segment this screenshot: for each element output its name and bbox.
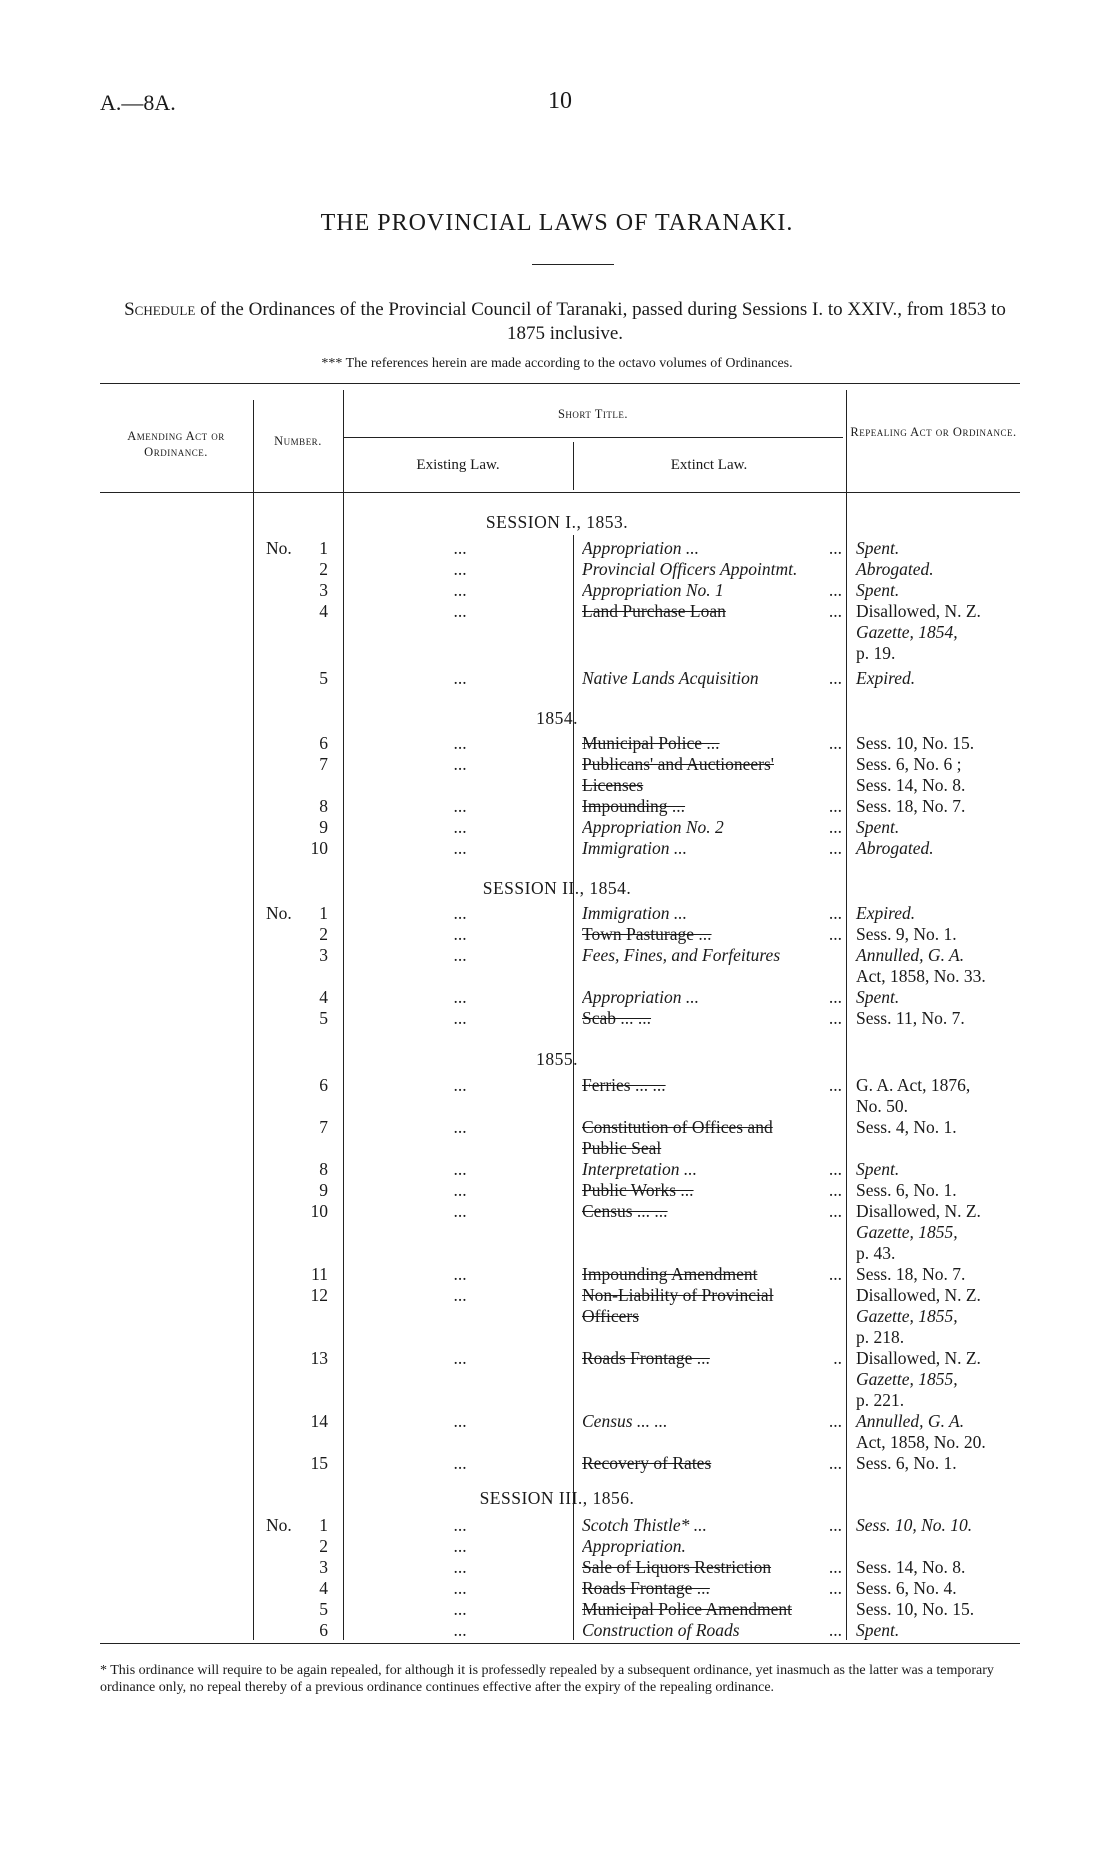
existing-law-dots: ... <box>453 1285 467 1305</box>
repealing-act: Gazette, 1854, <box>856 622 958 642</box>
short-title: Land Purchase Loan <box>582 601 726 621</box>
short-title: Roads Frontage ... <box>582 1348 710 1368</box>
repealing-act: Act, 1858, No. 20. <box>856 1432 986 1452</box>
ordinance-number: 3 <box>319 945 328 965</box>
existing-law-dots: ... <box>453 538 467 558</box>
ordinance-number: 9 <box>319 1180 328 1200</box>
table-row <box>0 1201 1114 1222</box>
existing-law-dots: ... <box>453 924 467 944</box>
ordinance-number: 4 <box>319 601 328 621</box>
existing-law-dots: ... <box>453 1180 467 1200</box>
title-leader-dots: ... <box>828 1159 842 1179</box>
table-row <box>0 1390 1114 1411</box>
table-row <box>0 580 1114 601</box>
ordinance-number: 12 <box>310 1285 328 1305</box>
title-leader-dots: ... <box>828 1075 842 1095</box>
short-title: Appropriation ... <box>582 987 699 1007</box>
table-row <box>0 903 1114 924</box>
table-row <box>0 754 1114 775</box>
table-row <box>0 1264 1114 1285</box>
repealing-act: Sess. 6, No. 6 ; <box>856 754 962 774</box>
repealing-act: Abrogated. <box>856 838 934 858</box>
existing-law-dots: ... <box>453 559 467 579</box>
title-leader-dots: ... <box>828 1515 842 1535</box>
short-title: Construction of Roads <box>582 1620 740 1640</box>
table-row <box>0 1306 1114 1327</box>
table-row <box>0 559 1114 580</box>
existing-law-dots: ... <box>453 1117 467 1137</box>
title-leader-dots: ... <box>828 1620 842 1640</box>
repealing-act: No. 50. <box>856 1096 909 1116</box>
short-title: Provincial Officers Appointmt. <box>582 559 798 579</box>
ordinance-number: 14 <box>310 1411 328 1431</box>
schedule-word: Schedule <box>124 299 196 320</box>
title-leader-dots: ... <box>828 1180 842 1200</box>
title-leader-dots: ... <box>828 1411 842 1431</box>
ordinance-number: 1 <box>319 1515 328 1535</box>
short-title: Ferries ... ... <box>582 1075 666 1095</box>
session-heading: SESSION I., 1853. <box>485 512 629 532</box>
existing-law-dots: ... <box>453 945 467 965</box>
existing-law-dots: ... <box>453 754 467 774</box>
table-row <box>0 817 1114 838</box>
short-title: Sale of Liquors Restriction <box>582 1557 772 1577</box>
title-leader-dots: ... <box>828 838 842 858</box>
header-extinct: Extinct Law. <box>670 457 748 473</box>
repealing-act: Spent. <box>856 1159 900 1179</box>
existing-law-dots: ... <box>453 817 467 837</box>
short-title: Appropriation. <box>582 1536 686 1556</box>
ordinance-number: 11 <box>311 1264 328 1284</box>
short-title: Immigration ... <box>582 903 687 923</box>
ordinance-number: 8 <box>319 1159 328 1179</box>
repealing-act: Annulled, G. A. <box>856 1411 965 1431</box>
ordinance-number: 5 <box>319 1008 328 1028</box>
short-title: Appropriation No. 2 <box>582 817 724 837</box>
table-row <box>0 1285 1114 1306</box>
number-prefix: No. <box>266 1515 292 1535</box>
repealing-act: p. 221. <box>856 1390 905 1410</box>
ordinance-number: 6 <box>319 1075 328 1095</box>
table-row <box>0 622 1114 643</box>
short-title: Publicans' and Auctioneers' <box>582 754 774 774</box>
table-row <box>0 1369 1114 1390</box>
header-existing: Existing Law. <box>416 457 500 473</box>
repealing-act: Abrogated. <box>856 559 934 579</box>
ordinance-number: 15 <box>310 1453 328 1473</box>
table-row <box>0 924 1114 945</box>
repealing-act: Spent. <box>856 580 900 600</box>
ordinance-number: 6 <box>319 1620 328 1640</box>
ordinance-number: 13 <box>310 1348 328 1368</box>
table-row <box>0 945 1114 966</box>
existing-law-dots: ... <box>453 1201 467 1221</box>
title-leader-dots: ... <box>828 733 842 753</box>
existing-law-dots: ... <box>453 903 467 923</box>
table-row <box>0 1411 1114 1432</box>
table-row <box>0 1138 1114 1159</box>
short-title: Public Seal <box>582 1138 662 1158</box>
title-leader-dots: ... <box>828 796 842 816</box>
existing-law-dots: ... <box>453 1515 467 1535</box>
repealing-act: Sess. 6, No. 1. <box>856 1453 957 1473</box>
ordinance-number: 10 <box>310 838 328 858</box>
intro-paragraph <box>105 298 1025 346</box>
short-title: Census ... ... <box>582 1411 668 1431</box>
table-row <box>0 1453 1114 1474</box>
table-row <box>0 1075 1114 1096</box>
short-title: Census ... ... <box>582 1201 668 1221</box>
repealing-act: Spent. <box>856 987 900 1007</box>
short-title: Appropriation No. 1 <box>582 580 724 600</box>
repealing-act: Gazette, 1855, <box>856 1369 958 1389</box>
table-row <box>0 668 1114 689</box>
number-prefix: No. <box>266 538 292 558</box>
existing-law-dots: ... <box>453 668 467 688</box>
repealing-act: Sess. 14, No. 8. <box>856 775 966 795</box>
ordinance-number: 4 <box>319 1578 328 1598</box>
table-row <box>0 1327 1114 1348</box>
title-leader-dots: ... <box>828 1578 842 1598</box>
short-title: Appropriation ... <box>582 538 699 558</box>
short-title: Scotch Thistle* ... <box>582 1515 707 1535</box>
repealing-act: p. 19. <box>856 643 896 663</box>
table-row <box>0 838 1114 859</box>
repealing-act: Sess. 10, No. 15. <box>856 1599 975 1619</box>
title-leader-dots: .. <box>833 1348 842 1368</box>
existing-law-dots: ... <box>453 601 467 621</box>
ordinance-number: 2 <box>319 1536 328 1556</box>
ordinance-number: 10 <box>310 1201 328 1221</box>
existing-law-dots: ... <box>453 1453 467 1473</box>
table-row <box>0 1578 1114 1599</box>
short-title: Immigration ... <box>582 838 687 858</box>
table-row <box>0 966 1114 987</box>
repealing-act: Sess. 14, No. 8. <box>856 1557 966 1577</box>
existing-law-dots: ... <box>453 1620 467 1640</box>
header-bottom-rule <box>100 492 1020 493</box>
existing-law-dots: ... <box>453 1536 467 1556</box>
ordinance-number: 7 <box>319 754 328 774</box>
session-heading: 1855. <box>536 1049 578 1069</box>
existing-law-dots: ... <box>453 838 467 858</box>
table-row <box>0 1243 1114 1264</box>
ordinance-number: 6 <box>319 733 328 753</box>
table-row <box>0 1536 1114 1557</box>
repealing-act: Sess. 18, No. 7. <box>856 796 966 816</box>
repealing-act: Sess. 9, No. 1. <box>856 924 957 944</box>
existing-law-dots: ... <box>453 1159 467 1179</box>
table-row <box>0 1620 1114 1641</box>
short-title: Municipal Police ... <box>582 733 720 753</box>
table-bottom-rule <box>100 1643 1020 1644</box>
table-row <box>0 796 1114 817</box>
page-number: 10 <box>548 88 572 114</box>
repealing-act: Spent. <box>856 817 900 837</box>
session-heading: 1854. <box>536 708 578 728</box>
session-heading: SESSION III., 1856. <box>479 1488 635 1508</box>
repealing-act: p. 218. <box>856 1327 905 1347</box>
table-row <box>0 1180 1114 1201</box>
repealing-act: Spent. <box>856 538 900 558</box>
table-top-rule <box>100 383 1020 384</box>
existing-law-dots: ... <box>453 1264 467 1284</box>
table-row <box>0 1599 1114 1620</box>
short-title: Officers <box>582 1306 640 1326</box>
reference-note: *** The references herein are made according to the octavo volumes of Ordinances. <box>321 356 793 371</box>
existing-law-dots: ... <box>453 1348 467 1368</box>
table-row <box>0 1515 1114 1536</box>
existing-law-dots: ... <box>453 1411 467 1431</box>
existing-law-dots: ... <box>453 1578 467 1598</box>
repealing-act: Annulled, G. A. <box>856 945 965 965</box>
table-row <box>0 538 1114 559</box>
repealing-act: Disallowed, N. Z. <box>856 1285 981 1305</box>
short-title: Municipal Police Amendment <box>582 1599 792 1619</box>
short-title-rule <box>343 437 843 438</box>
table-row <box>0 1222 1114 1243</box>
repealing-act: Expired. <box>856 668 916 688</box>
short-title: Non-Liability of Provincial <box>582 1285 774 1305</box>
title-leader-dots: ... <box>828 987 842 1007</box>
short-title: Licenses <box>582 775 644 795</box>
title-leader-dots: ... <box>828 1264 842 1284</box>
ordinance-number: 2 <box>319 924 328 944</box>
table-row <box>0 1117 1114 1138</box>
title-leader-dots: ... <box>828 1557 842 1577</box>
repealing-act: Sess. 10, No. 15. <box>856 733 975 753</box>
existing-law-dots: ... <box>453 796 467 816</box>
repealing-act: Gazette, 1855, <box>856 1222 958 1242</box>
title-leader-dots: ... <box>828 924 842 944</box>
table-row <box>0 1557 1114 1578</box>
repealing-act: Spent. <box>856 1620 900 1640</box>
ordinance-number: 9 <box>319 817 328 837</box>
intro-text: of the Ordinances of the Provincial Council of Taranaki, passed during Sessions I. to XXIV., from 1853 to 1875 inclusive. <box>200 299 1006 344</box>
table-row <box>0 1432 1114 1453</box>
repealing-act: G. A. Act, 1876, <box>856 1075 971 1095</box>
table-row <box>0 733 1114 754</box>
ordinance-number: 4 <box>319 987 328 1007</box>
title-leader-dots: ... <box>828 601 842 621</box>
title-leader-dots: ... <box>828 538 842 558</box>
short-title: Impounding Amendment <box>582 1264 758 1284</box>
ordinance-number: 5 <box>319 1599 328 1619</box>
repealing-act: Gazette, 1855, <box>856 1306 958 1326</box>
short-title: Impounding ... <box>582 796 686 816</box>
table-row <box>0 601 1114 622</box>
repealing-act: p. 43. <box>856 1243 896 1263</box>
existing-law-dots: ... <box>453 1557 467 1577</box>
repealing-act: Disallowed, N. Z. <box>856 1348 981 1368</box>
short-title: Recovery of Rates <box>582 1453 712 1473</box>
title-leader-dots: ... <box>828 903 842 923</box>
short-title: Roads Frontage ... <box>582 1578 710 1598</box>
short-title: Constitution of Offices and <box>582 1117 773 1137</box>
repealing-act: Disallowed, N. Z. <box>856 601 981 621</box>
table-row <box>0 775 1114 796</box>
existing-law-dots: ... <box>453 1599 467 1619</box>
existing-law-dots: ... <box>453 987 467 1007</box>
ordinance-number: 1 <box>319 538 328 558</box>
repealing-act: Sess. 4, No. 1. <box>856 1117 957 1137</box>
repealing-act: Act, 1858, No. 33. <box>856 966 986 986</box>
page-title: THE PROVINCIAL LAWS OF TARANAKI. <box>320 210 794 236</box>
short-title: Public Works ... <box>582 1180 694 1200</box>
short-title: Town Pasturage ... <box>582 924 712 944</box>
header-amending: Amending Act or Ordinance. <box>127 429 225 459</box>
table-row <box>0 1008 1114 1029</box>
ordinance-number: 3 <box>319 1557 328 1577</box>
short-title: Native Lands Acquisition <box>582 668 759 688</box>
repealing-act: Disallowed, N. Z. <box>856 1201 981 1221</box>
title-leader-dots: ... <box>828 817 842 837</box>
page-reference: A.—8A. <box>100 90 176 115</box>
ordinance-number: 8 <box>319 796 328 816</box>
repealing-act: Expired. <box>856 903 916 923</box>
short-title: Interpretation ... <box>582 1159 698 1179</box>
short-title: Fees, Fines, and Forfeitures <box>582 945 781 965</box>
footnote: * This ordinance will require to be again repealed, for although it is professedly repealed by a subsequent ordinance, yet inasmuch as the latter was a temporary ordinance only, no repeal thereby of a previous ordinance continues effective after the expiry of the repealing ordinance. <box>100 1663 994 1695</box>
title-rule <box>532 264 614 265</box>
table-row <box>0 1348 1114 1369</box>
ordinance-number: 1 <box>319 903 328 923</box>
ordinance-number: 3 <box>319 580 328 600</box>
header-short-title: Short Title. <box>557 407 629 421</box>
repealing-act: Sess. 6, No. 1. <box>856 1180 957 1200</box>
header-number: Number. <box>274 434 322 448</box>
repealing-act: Sess. 11, No. 7. <box>856 1008 965 1028</box>
repealing-act: Sess. 6, No. 4. <box>856 1578 957 1598</box>
ordinance-number: 5 <box>319 668 328 688</box>
title-leader-dots: ... <box>828 580 842 600</box>
header-repealing: Repealing Act or Ordinance. <box>850 425 1017 439</box>
title-leader-dots: ... <box>828 1201 842 1221</box>
table-row <box>0 1159 1114 1180</box>
title-leader-dots: ... <box>828 1453 842 1473</box>
short-title: Scab ... ... <box>582 1008 652 1028</box>
title-leader-dots: ... <box>828 668 842 688</box>
number-prefix: No. <box>266 903 292 923</box>
table-row <box>0 1096 1114 1117</box>
title-leader-dots: ... <box>828 1008 842 1028</box>
table-row <box>0 987 1114 1008</box>
repealing-act: Sess. 10, No. 10. <box>856 1515 973 1535</box>
repealing-act: Sess. 18, No. 7. <box>856 1264 966 1284</box>
existing-law-dots: ... <box>453 1008 467 1028</box>
existing-law-dots: ... <box>453 1075 467 1095</box>
table-row <box>0 643 1114 664</box>
existing-law-dots: ... <box>453 733 467 753</box>
ordinance-number: 2 <box>319 559 328 579</box>
session-heading: SESSION II., 1854. <box>482 878 632 898</box>
ordinance-number: 7 <box>319 1117 328 1137</box>
existing-law-dots: ... <box>453 580 467 600</box>
